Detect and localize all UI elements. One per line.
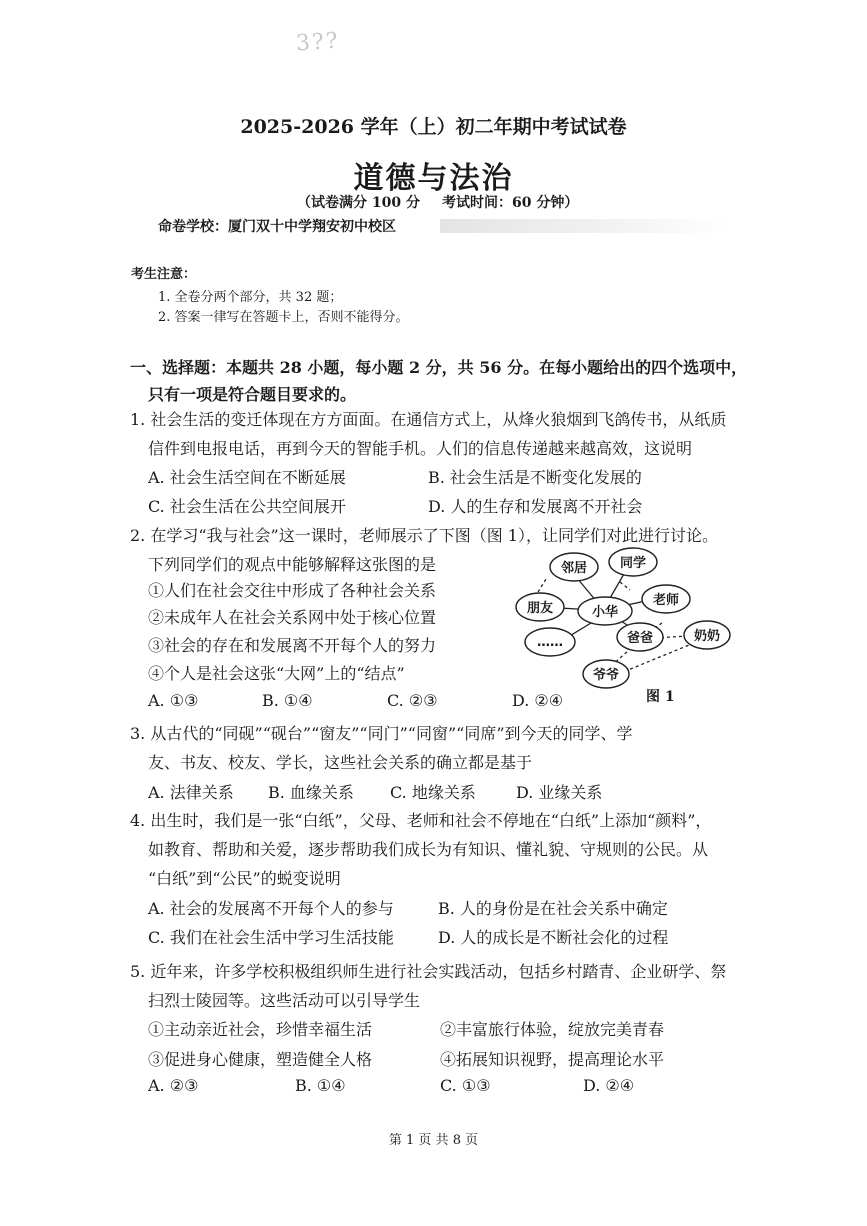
q4-option-d: D. 人的成长是不断社会化的过程 — [438, 928, 669, 947]
q3-option-d: D. 业缘关系 — [516, 783, 603, 802]
link-line-dashed — [538, 579, 546, 592]
notice-item: 1. 全卷分两个部分，共 32 题； — [158, 290, 343, 305]
section-heading: 一、选择题：本题共 28 小题，每小题 2 分，共 56 分。在每小题给出的四个选项中， — [130, 358, 748, 377]
q4-stem: “白纸”到“公民”的蜕变说明 — [148, 869, 341, 888]
q3-stem: 友、书友、校友、学长，这些社会关系的确立都是基于 — [148, 753, 533, 772]
section-heading-cont: 只有一项是符合题目要求的。 — [148, 385, 357, 404]
handwritten-scribble: 3?? — [295, 28, 341, 57]
redacted-smudge — [440, 219, 730, 233]
q5-point: ③促进身心健康，塑造健全人格 — [148, 1050, 373, 1069]
q1-option-c: C. 社会生活在公共空间展开 — [148, 497, 346, 516]
school-line: 命卷学校：厦门双十中学翔安初中校区 — [158, 219, 396, 235]
q5-option-c: C. ①③ — [440, 1076, 491, 1095]
node-grandpa: 爷爷 — [592, 668, 620, 683]
q2-point: ③社会的存在和发展离不开每个人的努力 — [148, 636, 437, 655]
q1-option-d: D. 人的生存和发展离不开社会 — [428, 497, 643, 516]
q1-stem: 信件到电报电话，再到今天的智能手机。人们的信息传递越来越高效，这说明 — [148, 439, 693, 458]
notice-item: 2. 答案一律写在答题卡上，否则不能得分。 — [158, 310, 409, 325]
page-number: 第 1 页 共 8 页 — [388, 1133, 479, 1148]
q3-stem: 3. 从古代的“同砚”“砚台”“窗友”“同门”“同窗”“同席”到今天的同学、学 — [130, 724, 633, 743]
subject-title: 道德与法治 — [353, 161, 514, 196]
notice-heading: 考生注意： — [131, 267, 197, 282]
q2-option-d: D. ②④ — [512, 691, 564, 710]
q4-option-a: A. 社会的发展离不开每个人的参与 — [148, 899, 394, 918]
q3-option-a: A. 法律关系 — [148, 783, 234, 802]
q4-option-c: C. 我们在社会生活中学习生活技能 — [148, 928, 394, 947]
q5-point: ②丰富旅行体验，绽放完美青春 — [440, 1020, 665, 1039]
node-teacher: 老师 — [652, 593, 680, 608]
q5-option-d: D. ②④ — [583, 1076, 635, 1095]
node-classmate: 同学 — [619, 556, 647, 571]
q4-stem: 如教育、帮助和关爱，逐步帮助我们成长为有知识、懂礼貌、守规则的公民。从 — [148, 840, 709, 859]
node-friend: 朋友 — [526, 601, 554, 616]
q5-point: ①主动亲近社会，珍惜幸福生活 — [148, 1020, 373, 1039]
q2-stem: 下列同学们的观点中能够解释这张图的是 — [148, 555, 437, 574]
q2-point: ①人们在社会交往中形成了各种社会关系 — [148, 581, 437, 600]
exam-meta — [297, 192, 578, 212]
q1-option-a: A. 社会生活空间在不断延展 — [148, 468, 346, 487]
figure-caption: 图 1 — [646, 689, 675, 705]
q2-option-b: B. ①④ — [262, 691, 313, 710]
q5-stem: 5. 近年来，许多学校积极组织师生进行社会实践活动，包括乡村踏青、企业研学、祭 — [130, 962, 727, 981]
q3-option-b: B. 血缘关系 — [268, 783, 354, 802]
node-father: 爸爸 — [626, 631, 654, 646]
exam-title: 2025-2026 学年（上）初二年期中考试试卷 — [240, 116, 627, 138]
node-grandma: 奶奶 — [693, 629, 721, 644]
q4-stem: 4. 出生时，我们是一张“白纸”，父母、老师和社会不停地在“白纸”上添加“颜料”， — [130, 811, 712, 830]
link-line-dashed — [620, 582, 630, 590]
q5-point: ④拓展知识视野，提高理论水平 — [440, 1050, 665, 1069]
q1-stem: 1. 社会生活的变迁体现在方方面面。在通信方式上，从烽火狼烟到飞鸽传书，从纸质 — [130, 410, 727, 429]
node-ellipsis: …… — [537, 635, 563, 650]
exam-time: 考试时间：60 分钟） — [441, 195, 579, 211]
q2-point: ④个人是社会这张“大网”上的“结点” — [148, 664, 405, 683]
full-score: （试卷满分 100 分 — [297, 195, 420, 211]
q5-option-a: A. ②③ — [148, 1076, 199, 1095]
q5-stem: 扫烈士陵园等。这些活动可以引导学生 — [148, 991, 421, 1010]
q2-option-a: A. ①③ — [148, 691, 199, 710]
q4-option-b: B. 人的身份是在社会关系中确定 — [438, 899, 668, 918]
q3-option-c: C. 地缘关系 — [390, 783, 476, 802]
node-neighbor: 邻居 — [560, 561, 588, 576]
q2-option-c: C. ②③ — [387, 691, 438, 710]
q2-point: ②未成年人在社会关系网中处于核心位置 — [148, 608, 437, 627]
node-xiaohua: 小华 — [591, 605, 619, 620]
q2-stem: 2. 在学习“我与社会”这一课时，老师展示了下图（图 1），让同学们对此进行讨论。 — [130, 526, 718, 545]
q5-option-b: B. ①④ — [295, 1076, 346, 1095]
q1-option-b: B. 社会生活是不断变化发展的 — [428, 468, 642, 487]
social-network-diagram — [510, 545, 750, 710]
